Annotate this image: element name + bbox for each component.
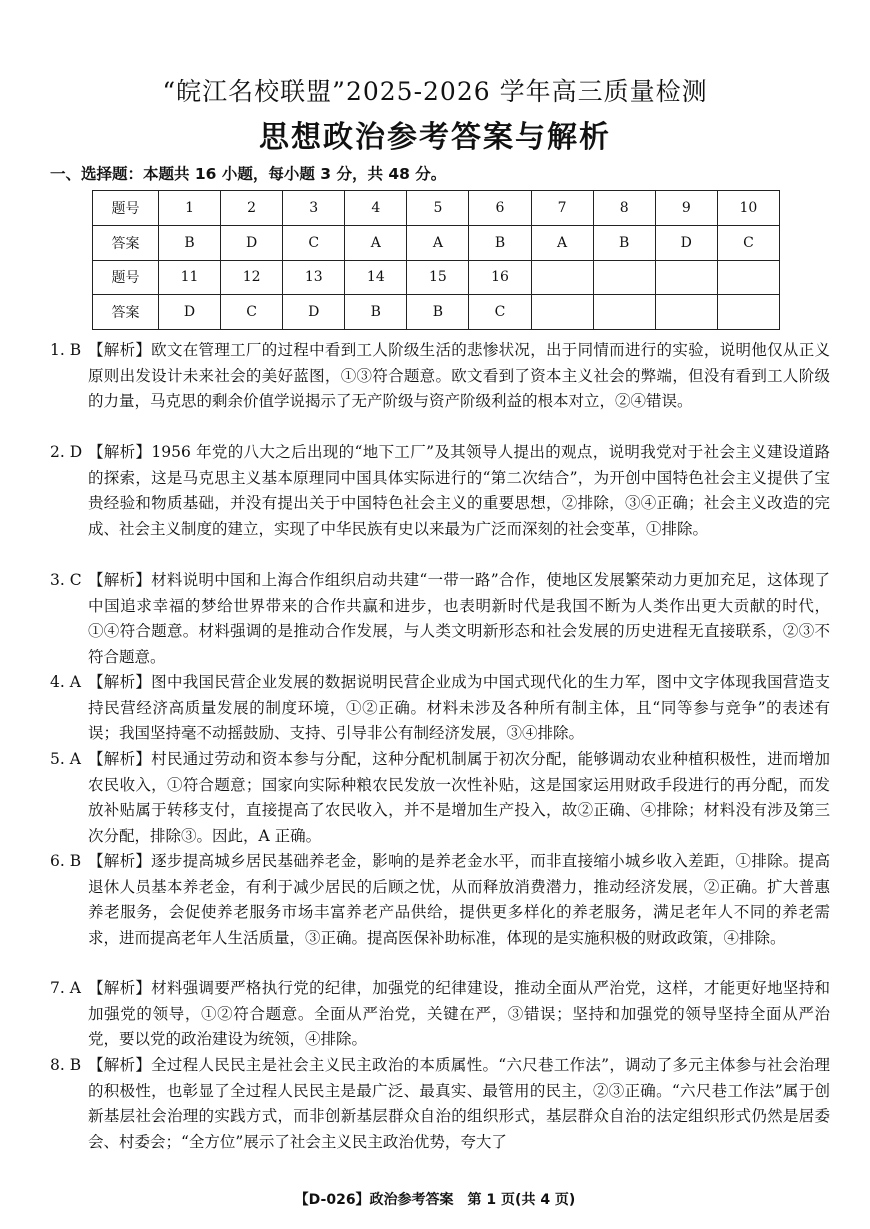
explanation-text: 【解析】逐步提高城乡居民基础养老金，影响的是养老金水平，而非直接缩小城乡收入差距，①排除。提高退休人员基本养老金，有利于减少居民的后顾之忧，从而释放消费潜力，推动经济发展，②正确。扩大普惠养老服务，会促使养老服务市场丰富养老产品供给，提供更多样化的养老服务，满足老年人不同的养老需求，进而提高老年人生活质量，③正确。提高医保补助标准，体现的是实施积极的财政政策，④排除。 [88,852,830,947]
table-cell: B [593,225,655,260]
table-row-questions-1 [93,191,780,226]
question-answer-number: 8. B [50,1056,82,1074]
table-cell [655,260,717,295]
table-cell: 16 [469,260,531,295]
explanation-item [50,849,830,951]
table-cell [717,295,779,330]
table-cell: 13 [283,260,345,295]
table-cell [593,295,655,330]
row-label-question: 题号 [93,260,159,295]
table-row-answers-2 [93,295,780,330]
table-cell: A [407,225,469,260]
row-label-answer: 答案 [93,295,159,330]
table-cell: D [159,295,221,330]
table-row-answers-1 [93,225,780,260]
question-answer-number: 1. B [50,341,82,359]
explanation-item [50,568,830,670]
table-cell: B [469,225,531,260]
table-cell: C [717,225,779,260]
question-answer-number: 2. D [50,443,83,461]
explanation-text: 【解析】欧文在管理工厂的过程中看到工人阶级生活的悲惨状况，出于同情而进行的实验，说明他仅从正义原则出发设计未来社会的美好蓝图，①③符合题意。欧文看到了资本主义社会的弊端，但没有看到工人阶级的力量，马克思的剩余价值学说揭示了无产阶级与资产阶级利益的根本对立，②④错误。 [88,341,830,410]
table-cell [531,260,593,295]
table-row-questions-2 [93,260,780,295]
table-cell: D [655,225,717,260]
table-cell: C [469,295,531,330]
explanation-item [50,747,830,849]
explanation-text: 【解析】村民通过劳动和资本参与分配，这种分配机制属于初次分配，能够调动农业种植积极性，进而增加农民收入，①符合题意；国家向实际种粮农民发放一次性补贴，这是国家运用财政手段进行的再分配，而发放补贴属于转移支付，直接提高了农民收入，并不是增加生产投入，故②正确、④排除；材料没有涉及第三次分配，排除③。因此，A 正确。 [88,750,830,845]
table-cell: 2 [221,191,283,226]
exam-header: “皖江名校联盟”2025-2026 学年高三质量检测 [162,77,708,106]
table-cell: 1 [159,191,221,226]
table-cell: 7 [531,191,593,226]
table-cell: D [283,295,345,330]
page-title: 思想政治参考答案与解析 [259,120,611,155]
table-cell: 10 [717,191,779,226]
table-cell: 5 [407,191,469,226]
table-cell [593,260,655,295]
table-cell: 4 [345,191,407,226]
table-cell: 14 [345,260,407,295]
row-label-question: 题号 [93,191,159,226]
explanation-text: 【解析】材料强调要严格执行党的纪律，加强党的纪律建设，推动全面从严治党，这样，才能更好地坚持和加强党的领导，①②符合题意。全面从严治党，关键在严，③错误；坚持和加强党的领导坚持全面从严治党，要以党的政治建设为统领，④排除。 [88,979,830,1048]
table-cell: A [531,225,593,260]
table-cell: C [283,225,345,260]
table-cell: 11 [159,260,221,295]
question-answer-number: 4. A [50,673,81,691]
table-cell [655,295,717,330]
row-label-answer: 答案 [93,225,159,260]
table-cell: 6 [469,191,531,226]
explanation-item [50,338,830,415]
table-cell: A [345,225,407,260]
explanation-text: 【解析】材料说明中国和上海合作组织启动共建“一带一路”合作，使地区发展繁荣动力更加充足，这体现了中国追求幸福的梦给世界带来的合作共赢和进步，也表明新时代是我国不断为人类作出更大贡献的时代，①④符合题意。材料强调的是推动合作发展，与人类文明新形态和社会发展的历史进程无直接联系，②③不符合题意。 [88,571,830,666]
table-cell: 15 [407,260,469,295]
table-cell [531,295,593,330]
table-cell: C [221,295,283,330]
question-answer-number: 6. B [50,852,82,870]
explanation-item [50,440,830,542]
question-answer-number: 3. C [50,571,82,589]
explanation-text: 【解析】图中我国民营企业发展的数据说明民营企业成为中国式现代化的生力军，图中文字体现我国营造支持民营经济高质量发展的制度环境，①②正确。材料未涉及各种所有制主体，且“同等参与竞争”的表述有误；我国坚持毫不动摇鼓励、支持、引导非公有制经济发展，③④排除。 [88,673,830,742]
explanation-item [50,1053,830,1155]
table-cell [717,260,779,295]
question-answer-number: 5. A [50,750,81,768]
section-heading: 一、选择题：本题共 16 小题，每小题 3 分，共 48 分。 [50,165,447,183]
explanation-item [50,976,830,1053]
table-cell: B [345,295,407,330]
answer-table [92,190,780,330]
explanation-item [50,670,830,747]
table-cell: 12 [221,260,283,295]
table-cell: 3 [283,191,345,226]
table-cell: B [407,295,469,330]
table-cell: B [159,225,221,260]
table-cell: 9 [655,191,717,226]
table-cell: D [221,225,283,260]
explanation-text: 【解析】全过程人民民主是社会主义民主政治的本质属性。“六尺巷工作法”，调动了多元主体参与社会治理的积极性，也彰显了全过程人民民主是最广泛、最真实、最管用的民主，②③正确。“六尺巷工作法”属于创新基层社会治理的实践方式，而非创新基层群众自治的组织形式，基层群众自治的法定组织形式仍然是居委会、村委会；“全方位”展示了社会主义民主政治优势，夸大了 [88,1056,830,1151]
explanation-text: 【解析】1956 年党的八大之后出现的“地下工厂”及其领导人提出的观点，说明我党对于社会主义建设道路的探索，这是马克思主义基本原理同中国具体实际进行的“第二次结合”，为开创中国特色社会主义提供了宝贵经验和物质基础，并没有提出关于中国特色社会主义的重要思想，②排除，③④正确；社会主义改造的完成、社会主义制度的建立，实现了中华民族有史以来最为广泛而深刻的社会变革，①排除。 [88,443,830,538]
question-answer-number: 7. A [50,979,81,997]
page-footer: 【D-026】政治参考答案 第 1 页(共 4 页) [294,1192,576,1208]
table-cell: 8 [593,191,655,226]
